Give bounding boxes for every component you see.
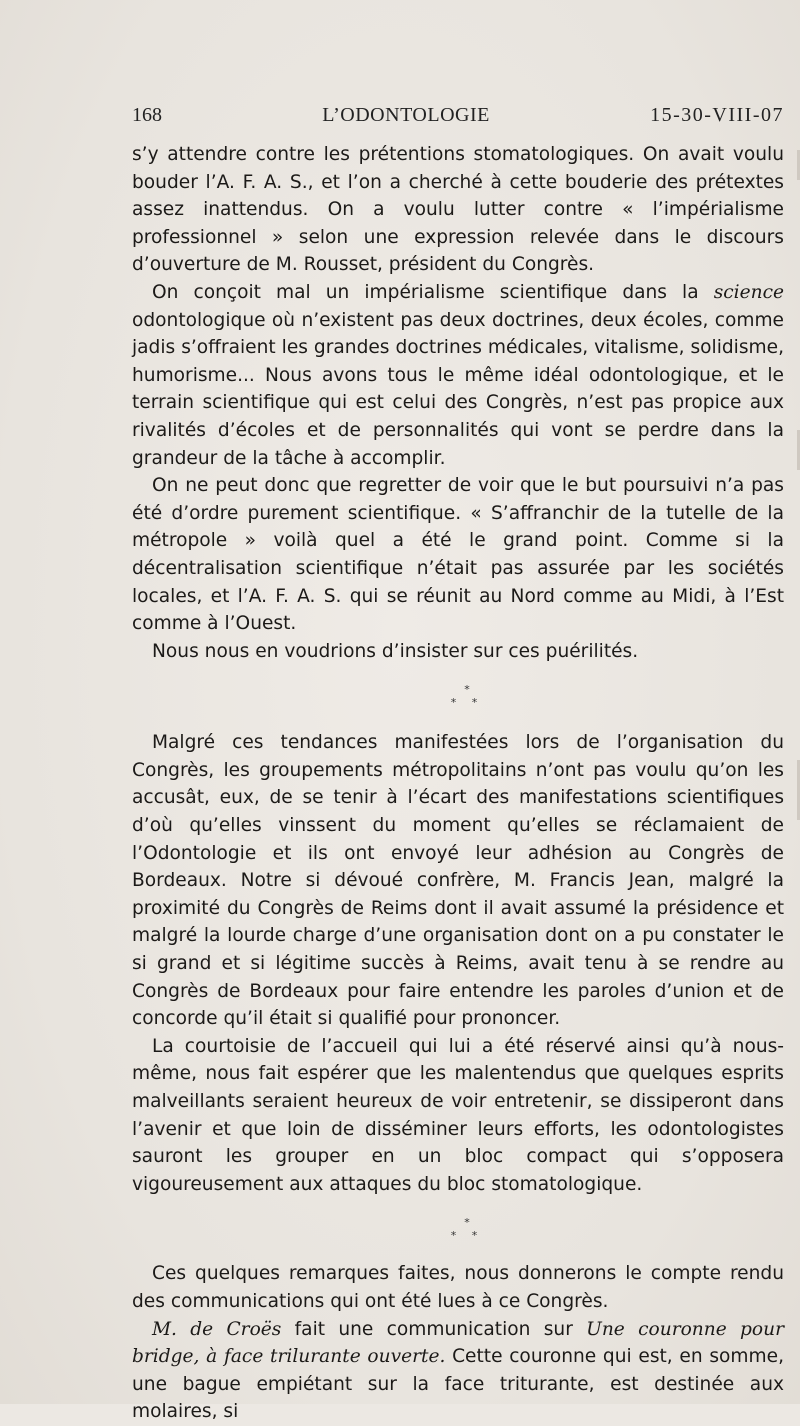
issue-date: 15-30-VIII-07 [650, 104, 784, 126]
paragraph: La courtoisie de l’accueil qui lui a été réservé ainsi qu’à nous-même, nous fait espérer que les malentendus que quelques esprits malveillants seraient heureux de voir entretenir, se dissiperont dans l’avenir et que loin de disséminer leurs efforts, les odontologistes sauront les grouper en un bloc compact qui s’opposera vigoureusement aux attaques du bloc stomatologique. [132, 1035, 784, 1195]
italic-author-name: M. de Croës [152, 1318, 282, 1340]
asterism-bottom: * * [450, 696, 484, 710]
paragraph-text: Cette couronne qui est, en somme, une bague empiétant sur la face triturante, est destinée aux molaires, si [132, 1346, 784, 1423]
page-number: 168 [132, 104, 162, 126]
paragraph: Malgré ces tendances manifestées lors de l’organisation du Congrès, les groupements métropolitains n’ont pas voulu qu’on les accusât, eux, de se tenir à l’écart des manifestations scientifiques d’où qu’elles vinssent du moment qu’elles se réclamaient de l’Odontologie et ils ont envoyé leur adhésion au Congrès de Bordeaux. Notre si dévoué confrère, M. Francis Jean, malgré la proximité du Congrès de Reims dont il avait assumé la présidence et malgré la lourde charge d’une organisation dont on a pu constater le si grand et si légitime succès à Reims, avait tenu à se rendre au Congrès de Bordeaux pour faire entendre les paroles d’union et de concorde qu’il était si qualifié pour prononcer. [132, 732, 784, 1030]
paragraph: On ne peut donc que regretter de voir que le but poursuivi n’a pas été d’ordre purement scientifique. « S’affranchir de la tutelle de la métropole » voilà quel a été le grand point. Comme si la décentralisation scientifique n’était pas assurée par les sociétés locales, et l’A. F. A. S. qui se réunit au Nord comme au Midi, à l’Est comme à l’Ouest. [132, 475, 784, 635]
section-separator [132, 1216, 784, 1242]
running-header [132, 104, 784, 134]
article-body [132, 141, 784, 1426]
paragraph-text: odontologique où n’existent pas deux doctrines, deux écoles, comme jadis s’offraient les grandes doctrines médicales, vitalisme, solidisme, humorisme... Nous avons tous le même idéal odontologique, et le terrain scientifique qui est celui des Congrès, n’est pas propice aux rivalités d’écoles et de personnalités qui vont se perdre dans la grandeur de la tâche à accomplir. [132, 309, 784, 469]
paragraph [132, 1316, 784, 1426]
journal-title: L’ODONTOLOGIE [322, 104, 490, 126]
section-separator [132, 683, 784, 709]
paragraph [132, 279, 784, 472]
paragraph-text: fait une communication sur [281, 1318, 587, 1340]
italic-term: science [713, 281, 784, 303]
paragraph: Ces quelques remarques faites, nous donnerons le compte rendu des communications qui ont été lues à ce Congrès. [132, 1263, 784, 1312]
italic-communication-title: Une couronne pour bridge, à face trilurante ouverte. [132, 1318, 784, 1368]
paragraph: Nous nous en voudrions d’insister sur ces puérilités. [152, 640, 639, 662]
asterism-top: * [464, 683, 470, 697]
asterism-top: * [464, 1216, 470, 1230]
asterism-bottom: * * [450, 1229, 484, 1243]
paragraph: s’y attendre contre les prétentions stomatologiques. On avait voulu bouder l’A. F. A. S., et l’on a cherché à cette bouderie des prétextes assez inattendus. On a voulu lutter contre « l’impérialisme professionnel » selon une expression relevée dans le discours d’ouverture de M. Rousset, président du Congrès. [132, 144, 784, 276]
paragraph-text: On conçoit mal un impérialisme scientifique dans la [152, 281, 714, 303]
